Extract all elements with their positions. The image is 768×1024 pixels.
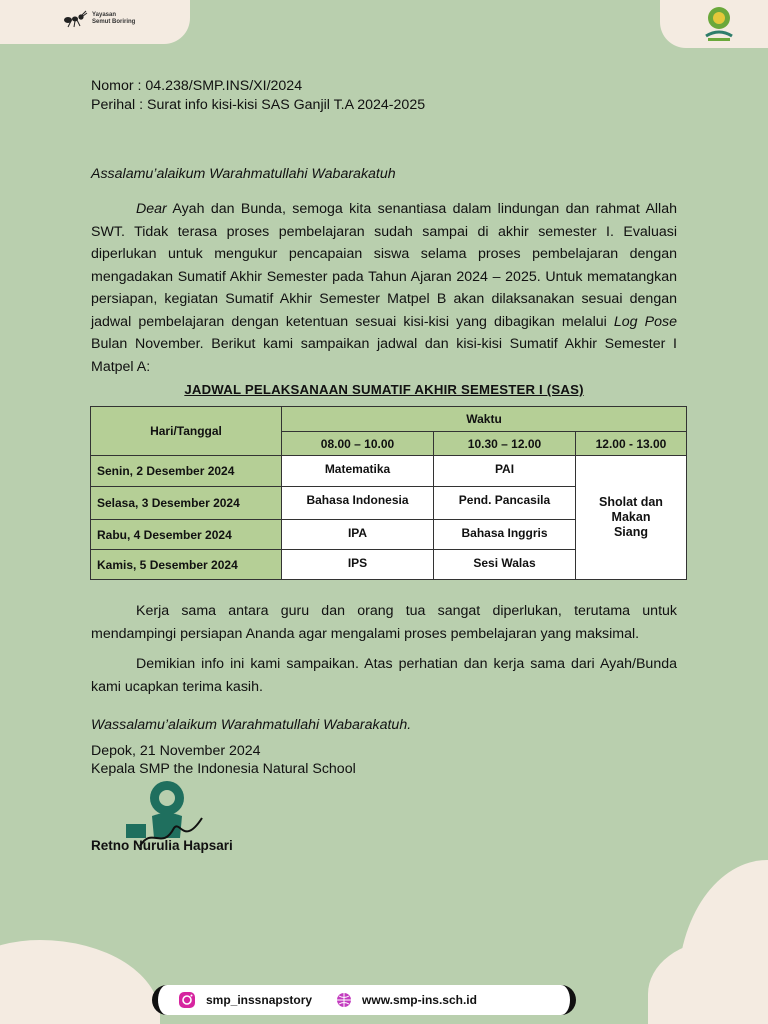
schedule-table [90, 406, 687, 580]
row-day: Senin, 2 Desember 2024 [91, 456, 282, 487]
row-slot2: Bahasa Inggris [434, 520, 576, 550]
break-cell [576, 456, 687, 580]
ant-icon [62, 10, 88, 28]
greeting: Assalamu’alaikum Warahmatullahi Wabarakatuh [91, 166, 396, 182]
row-slot1: Matematika [282, 456, 434, 487]
bottom-left-blob [0, 940, 160, 1024]
instagram-icon[interactable] [178, 991, 196, 1009]
globe-icon [336, 992, 352, 1008]
header-time: Waktu [282, 407, 687, 432]
table-row [91, 456, 687, 487]
footer-bar [152, 985, 576, 1015]
row-slot1: IPS [282, 550, 434, 580]
body-paragraph-2: Kerja sama antara guru dan orang tua sangat diperlukan, terutama untuk mendampingi persiapan Ananda agar mengalami proses pembelajaran yang maksimal. [91, 603, 677, 642]
row-slot2: Pend. Pancasila [434, 487, 576, 520]
break-line-1: Sholat dan [599, 495, 663, 509]
slot-3: 12.00 - 13.00 [576, 432, 687, 456]
school-logo-icon [698, 2, 740, 44]
row-slot2: PAI [434, 456, 576, 487]
letter-subject: Perihal : Surat info kisi-kisi SAS Ganjil T.A 2024-2025 [91, 97, 426, 113]
slot-1: 08.00 – 10.00 [282, 432, 434, 456]
letter-number: Nomor : 04.238/SMP.INS/XI/2024 [91, 78, 303, 94]
schedule-title: JADWAL PELAKSANAAN SUMATIF AKHIR SEMESTER I (SAS) [184, 382, 584, 397]
row-day: Kamis, 5 Desember 2024 [91, 550, 282, 580]
bottom-right-blob-2 [648, 940, 768, 1024]
position: Kepala SMP the Indonesia Natural School [91, 761, 356, 777]
foundation-name-2: Semut Boriring [92, 19, 136, 25]
row-slot1: Bahasa Indonesia [282, 487, 434, 520]
dear-word: Dear [136, 201, 167, 217]
para1-text-a: Ayah dan Bunda, semoga kita senantiasa dalam lindungan dan rahmat Allah SWT. Tidak terasa proses pembelajaran sudah sampai di akhir semester I. Evaluasi diperlukan untuk mengukur pencapaian siswa selama proses pembelajaran dengan mengadakan Sumatif Akhir Semester pada Tahun Ajaran 2024 – 2025. Untuk mematangkan persiapan, kegiatan Sumatif Akhir Semester Matpel B akan dilaksanakan sesuai dengan jadwal pembelajaran dengan ketentuan sesuai kisi-kisi yang dibagikan melalui [91, 201, 677, 330]
para1-text-b: Bulan November. Berikut kami sampaikan jadwal dan kisi-kisi Sumatif Akhir Semester I Matpel A: [91, 336, 677, 375]
place-date: Depok, 21 November 2024 [91, 743, 261, 759]
row-day: Selasa, 3 Desember 2024 [91, 487, 282, 520]
break-line-3: Siang [613, 525, 649, 539]
row-day: Rabu, 4 Desember 2024 [91, 520, 282, 550]
closing: Wassalamu’alaikum Warahmatullahi Wabarakatuh. [91, 717, 412, 733]
logpose-word: Log Pose [613, 313, 677, 330]
website-link[interactable]: www.smp-ins.sch.id [362, 993, 477, 1007]
signer-name: Retno Nurulia Hapsari [91, 838, 233, 853]
break-line-2: Makan [611, 510, 651, 524]
foundation-name-1: Yayasan [92, 12, 117, 18]
body-paragraph-1 [91, 198, 677, 378]
header-day: Hari/Tanggal [91, 407, 282, 456]
instagram-handle[interactable]: smp_inssnapstory [206, 993, 313, 1007]
foundation-logo [62, 10, 135, 28]
body-paragraph-3: Demikian info ini kami sampaikan. Atas perhatian dan kerja sama dari Ayah/Bunda kami ucapkan terima kasih. [91, 656, 677, 695]
row-slot1: IPA [282, 520, 434, 550]
row-slot2: Sesi Walas [434, 550, 576, 580]
slot-2: 10.30 – 12.00 [434, 432, 576, 456]
